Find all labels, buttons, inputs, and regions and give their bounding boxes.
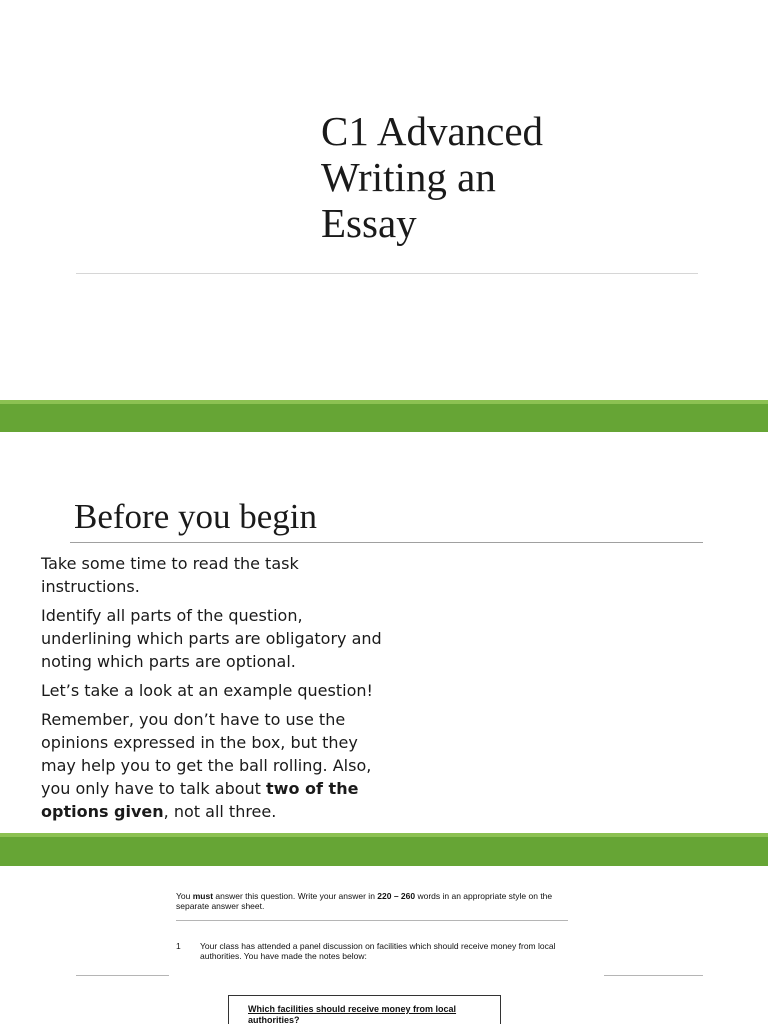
paragraph-identify-parts: Identify all parts of the question, underlining which parts are obligatory and noting which parts are optional. — [41, 606, 382, 671]
title-line-3: Essay — [321, 200, 417, 246]
right-divider — [604, 975, 703, 976]
title-line-1: C1 Advanced — [321, 108, 544, 154]
title-divider — [76, 273, 698, 274]
question-slide — [0, 866, 768, 1024]
slide-title — [321, 108, 681, 246]
content-slide — [0, 432, 768, 837]
instructions-text: answer this question. Write your answer in — [213, 891, 378, 901]
paragraph-example-question: Let’s take a look at an example question! — [41, 681, 373, 700]
instructions-word-count: 220 – 260 — [377, 891, 416, 901]
exam-instructions — [176, 891, 572, 911]
notes-box — [228, 995, 501, 1024]
slide-separator-highlight — [0, 833, 768, 837]
title-slide — [0, 0, 768, 400]
instructions-divider — [176, 920, 568, 921]
slide-separator-band — [0, 400, 768, 432]
notes-box-title: Which facilities should receive money from local authorities? — [248, 1004, 457, 1024]
title-line-2: Writing an — [321, 154, 496, 200]
question-number: 1 — [176, 941, 181, 951]
remember-end-text: , not all three. — [163, 802, 277, 821]
body-text — [41, 552, 391, 829]
heading-divider — [70, 542, 703, 543]
instructions-must: must — [192, 891, 214, 901]
slide-separator-band — [0, 837, 768, 866]
slide-separator-highlight — [0, 400, 768, 404]
remember-bold-text: two of the options given — [41, 779, 359, 821]
remember-text: Remember, you don’t have to use the opinions expressed in the box, but they may help you to get the ball rolling. Also, you only have to talk about — [41, 710, 372, 798]
paragraph-read-instructions: Take some time to read the task instructions. — [41, 554, 299, 596]
paragraph-remember — [41, 708, 391, 823]
instructions-text: words in an appropriate style on the separate answer sheet. — [176, 891, 553, 911]
instructions-text: You — [176, 891, 193, 901]
section-heading: Before you begin — [74, 497, 317, 536]
left-divider — [76, 975, 169, 976]
question-task: Your class has attended a panel discussion on facilities which should receive money from local authorities. You have made the notes below: — [200, 941, 556, 961]
